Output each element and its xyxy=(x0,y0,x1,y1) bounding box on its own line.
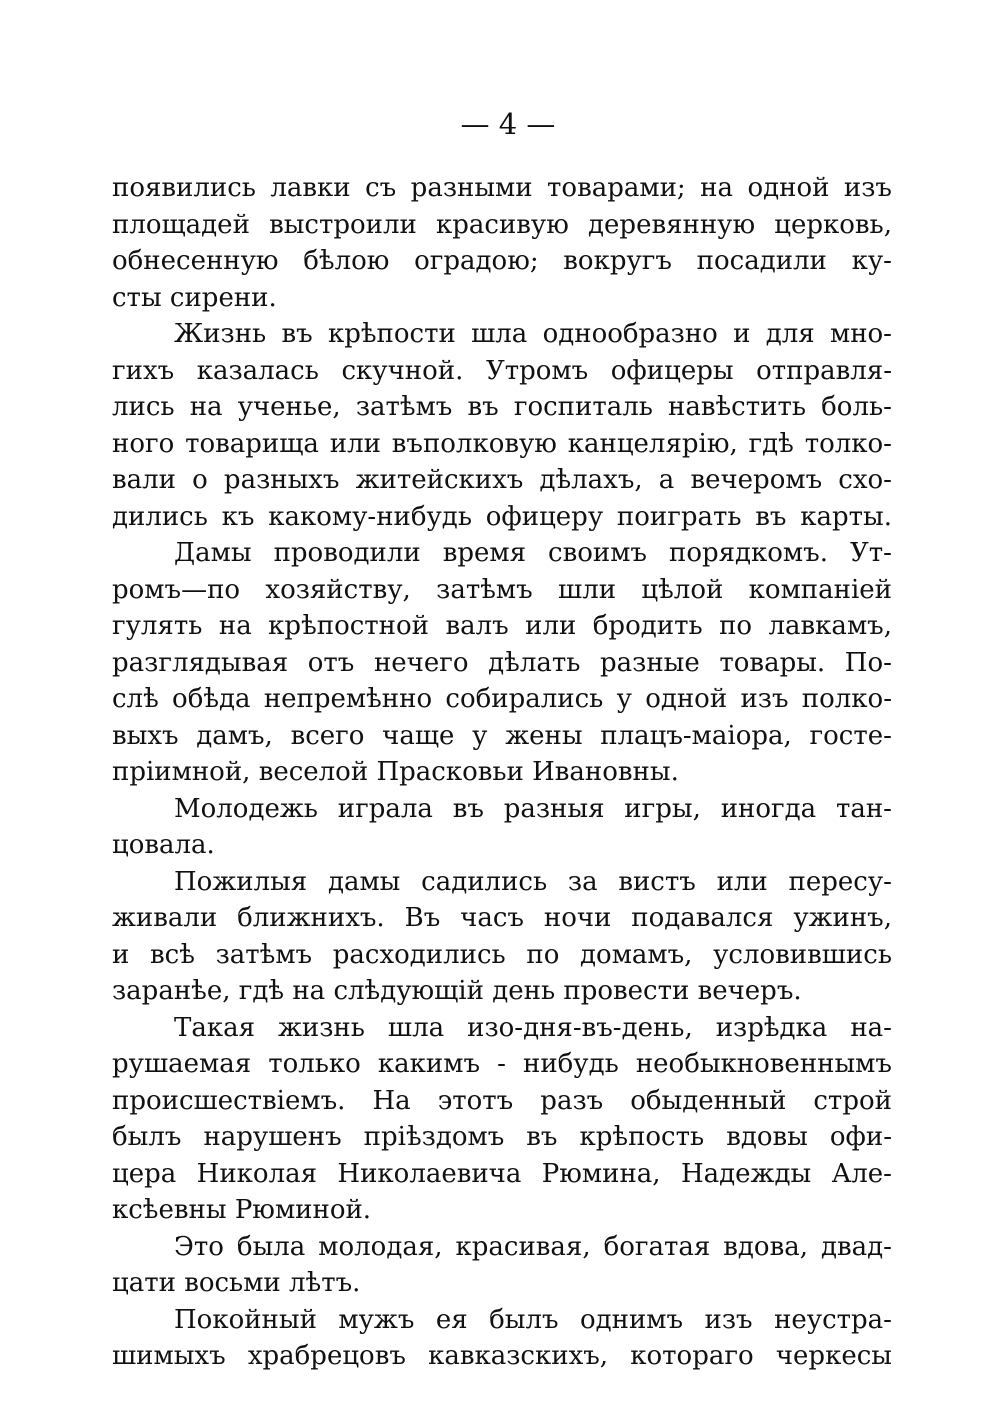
word: обнесенную xyxy=(112,246,279,276)
text-line xyxy=(112,791,892,828)
word: ближнихъ. xyxy=(237,903,385,933)
word: дились xyxy=(112,501,208,532)
word: рушаемая xyxy=(112,1049,252,1079)
word: непремѣнно xyxy=(263,684,433,714)
word: былъ xyxy=(489,1304,559,1335)
text-line xyxy=(112,243,892,280)
word: На xyxy=(372,1085,411,1116)
word: шла xyxy=(387,1012,445,1043)
word: Жизнь xyxy=(174,319,267,349)
body-text xyxy=(112,170,892,1375)
word: всего xyxy=(290,720,365,751)
text-line xyxy=(112,645,892,682)
word: появились xyxy=(112,173,256,203)
word: этотъ xyxy=(437,1085,514,1116)
word: ромъ—по xyxy=(112,574,241,605)
text-line xyxy=(112,1265,892,1302)
word: схо- xyxy=(838,465,892,495)
word: пріѣздомъ xyxy=(363,1122,505,1152)
word: слѣдующій xyxy=(333,976,493,1006)
word: отправля- xyxy=(756,355,892,386)
word: ксѣевны xyxy=(112,1195,235,1225)
word: лавкамъ, xyxy=(768,611,892,641)
word: котораго xyxy=(630,1341,754,1371)
word: вистъ xyxy=(618,866,696,897)
word: По- xyxy=(844,647,892,678)
word: и xyxy=(112,939,130,970)
word: мужъ xyxy=(338,1304,415,1335)
word: ку- xyxy=(851,246,892,276)
word: изъ xyxy=(704,1304,753,1335)
word: бѣлою xyxy=(303,246,390,276)
word: плацъ-маіора, xyxy=(600,720,792,751)
word: у xyxy=(616,684,632,714)
word: Утромъ xyxy=(485,355,589,386)
word: о xyxy=(192,465,208,495)
text-line xyxy=(112,827,892,864)
word: выстроили xyxy=(269,209,417,240)
word: лавки xyxy=(270,173,351,203)
word: Прасковьи xyxy=(376,757,533,787)
word: играла xyxy=(337,793,433,824)
word: однимъ xyxy=(579,1304,684,1335)
word: а xyxy=(658,465,675,495)
word: разныя xyxy=(503,793,605,824)
word: двад- xyxy=(820,1231,892,1262)
word: гдѣ xyxy=(238,976,293,1006)
word: офицеру xyxy=(485,501,604,532)
word: шли xyxy=(558,574,617,605)
word: гулять xyxy=(112,611,203,641)
word: иногда xyxy=(720,793,817,824)
text-line xyxy=(112,499,892,536)
word: скучной. xyxy=(341,355,464,386)
text-line xyxy=(112,353,892,390)
word: крѣпостной xyxy=(268,611,429,641)
word: чаще xyxy=(382,720,455,751)
word: восьми xyxy=(184,1268,290,1298)
page-number: — 4 — xyxy=(460,107,556,141)
word: разныхъ xyxy=(223,465,340,495)
text-line xyxy=(112,316,892,353)
word: изо-дня-въ-день, xyxy=(467,1012,693,1043)
word: въполковую xyxy=(391,428,557,459)
word: Это xyxy=(174,1231,224,1262)
word: на xyxy=(189,392,223,422)
word: за xyxy=(567,866,598,897)
word: Але- xyxy=(831,1158,892,1189)
word: отъ xyxy=(307,647,355,678)
word: крѣпости xyxy=(327,319,456,349)
word: лись xyxy=(112,392,175,422)
text-line xyxy=(112,681,892,718)
word: дѣлахъ, xyxy=(539,465,643,495)
word: церковь, xyxy=(774,209,892,240)
word: сты xyxy=(112,282,170,313)
word: шла xyxy=(471,319,528,349)
word: Въ xyxy=(404,903,441,933)
word: черкесы xyxy=(775,1341,892,1371)
word: своимъ xyxy=(548,538,647,568)
word: молодая, xyxy=(318,1231,443,1262)
word: по xyxy=(526,939,560,970)
word: Рюминой. xyxy=(234,1195,372,1225)
word: Пожилыя xyxy=(174,866,308,897)
word: въ xyxy=(526,1122,558,1152)
word: Дамы xyxy=(174,538,252,568)
text-line xyxy=(112,1083,892,1120)
word: толко- xyxy=(804,428,892,459)
text-line xyxy=(112,864,892,901)
word: затѣмъ xyxy=(215,939,313,970)
word: по xyxy=(719,611,753,641)
word: цати xyxy=(112,1268,185,1298)
word: богатая xyxy=(603,1231,711,1262)
word: былъ xyxy=(112,1122,182,1152)
word: въ xyxy=(467,392,499,422)
word: всѣ xyxy=(150,939,195,970)
word: пріимной, xyxy=(112,757,259,787)
word: Молодежь xyxy=(174,793,318,824)
word: Ивановны. xyxy=(532,757,679,787)
word: офи- xyxy=(829,1122,892,1152)
word: какому-нибудь xyxy=(268,501,472,532)
word: затѣмъ xyxy=(436,574,533,605)
word: госпиталь xyxy=(513,392,653,422)
word: товары. xyxy=(719,647,826,678)
word: живали xyxy=(112,903,218,933)
word: Такая xyxy=(174,1012,255,1043)
word: валъ xyxy=(445,611,509,641)
word: тан- xyxy=(835,793,892,824)
word: затѣмъ xyxy=(355,392,453,422)
word: Ут- xyxy=(849,538,892,568)
text-line xyxy=(112,718,892,755)
text-line xyxy=(112,608,892,645)
word: лѣтъ. xyxy=(289,1268,361,1298)
text-line xyxy=(112,1229,892,1266)
word: товарища xyxy=(185,428,319,459)
word: на- xyxy=(850,1012,892,1043)
word: дамъ, xyxy=(196,720,273,751)
text-line xyxy=(112,170,892,207)
word: Николаевича xyxy=(337,1158,522,1189)
text-line xyxy=(112,535,892,572)
word: вечеръ. xyxy=(697,976,802,1006)
text-line xyxy=(112,207,892,244)
word: разными xyxy=(410,173,533,203)
word: площадей xyxy=(112,209,250,240)
word: или xyxy=(329,428,381,459)
word: садились xyxy=(421,866,548,897)
word: необыкновеннымъ xyxy=(635,1049,892,1079)
word: Покойный xyxy=(174,1304,317,1335)
word: канцелярію, xyxy=(567,428,738,459)
word: выхъ xyxy=(112,720,179,751)
word: происшествіемъ. xyxy=(112,1085,346,1116)
word: къ xyxy=(221,501,255,532)
word: пересу- xyxy=(788,866,892,897)
word: и xyxy=(733,319,751,349)
word: жены xyxy=(505,720,583,751)
word: вечеромъ xyxy=(690,465,823,495)
word: госте- xyxy=(809,720,892,751)
word: время xyxy=(442,538,526,568)
text-line xyxy=(112,937,892,974)
word: обыденный xyxy=(630,1085,787,1116)
text-line xyxy=(112,1338,892,1375)
word: гдѣ xyxy=(748,428,794,459)
word: подавался xyxy=(631,903,774,933)
word: на xyxy=(292,976,334,1006)
word: день xyxy=(492,976,564,1006)
word: нарушенъ xyxy=(203,1122,342,1152)
word: строй xyxy=(813,1085,892,1116)
text-line xyxy=(112,280,892,317)
word: нечего xyxy=(373,647,469,678)
word: Николая xyxy=(196,1158,317,1189)
text-line xyxy=(112,1010,892,1047)
word: разглядывая xyxy=(112,647,289,678)
word: ужинъ, xyxy=(793,903,892,933)
word: поиграть xyxy=(616,501,742,532)
text-line xyxy=(112,1192,892,1229)
word: хозяйству, xyxy=(265,574,411,605)
word: вали xyxy=(112,465,176,495)
word: веселой xyxy=(258,757,377,787)
word: дамы xyxy=(327,866,401,897)
word: боль- xyxy=(821,392,892,422)
word: гихъ xyxy=(112,355,175,386)
word: ночи xyxy=(543,903,612,933)
word: нибудь xyxy=(522,1049,619,1079)
word: изъ xyxy=(843,173,892,203)
word: деревянную xyxy=(588,209,756,240)
word: часъ xyxy=(460,903,524,933)
word: какимъ xyxy=(377,1049,481,1079)
word: проводили xyxy=(273,538,421,568)
word: изрѣдка xyxy=(715,1012,828,1043)
word: ного xyxy=(112,428,175,459)
word: на xyxy=(700,173,733,203)
word: крѣпость xyxy=(579,1122,705,1152)
text-line xyxy=(112,1156,892,1193)
word: однообразно xyxy=(542,319,718,349)
word: разъ xyxy=(540,1085,604,1116)
word: расходились xyxy=(332,939,506,970)
word: оградою; xyxy=(414,246,539,276)
word: для xyxy=(765,319,815,349)
word: цовала. xyxy=(112,830,215,860)
word: сирени. xyxy=(169,282,277,313)
word: или xyxy=(716,866,768,897)
word: шимыхъ xyxy=(112,1341,226,1371)
word: цера xyxy=(112,1158,177,1189)
word: вдовы xyxy=(726,1122,808,1152)
word: вокругъ xyxy=(563,246,672,276)
word: кавказскихъ, xyxy=(428,1341,609,1371)
word: порядкомъ. xyxy=(668,538,828,568)
text-line xyxy=(112,389,892,426)
word: на xyxy=(218,611,252,641)
word: компаніей xyxy=(748,574,892,605)
word: игры, xyxy=(624,793,701,824)
word: красивая, xyxy=(455,1231,591,1262)
word: въ xyxy=(755,501,787,532)
word: одной xyxy=(645,684,728,714)
word: въ xyxy=(452,793,484,824)
word: неустра- xyxy=(774,1304,892,1335)
text-line xyxy=(112,1119,892,1156)
word: условившись xyxy=(713,939,892,970)
text-line xyxy=(112,1046,892,1083)
word: слѣ xyxy=(112,684,159,714)
text-line xyxy=(112,1302,892,1339)
word: заранѣе, xyxy=(112,976,239,1006)
text-line xyxy=(112,973,892,1010)
word: Рюмина, xyxy=(541,1158,661,1189)
word: провести xyxy=(563,976,698,1006)
text-line xyxy=(112,900,892,937)
word: товарами; xyxy=(547,173,686,203)
word: обѣда xyxy=(172,684,251,714)
word: собирались xyxy=(445,684,604,714)
word: жизнь xyxy=(278,1012,365,1043)
word: красивую xyxy=(436,209,569,240)
word: была xyxy=(236,1231,306,1262)
word: у xyxy=(472,720,488,751)
word: храбрецовъ xyxy=(247,1341,406,1371)
word: офицеры xyxy=(610,355,734,386)
text-line xyxy=(112,426,892,463)
word: мно- xyxy=(829,319,892,349)
word: въ xyxy=(281,319,313,349)
word: карты. xyxy=(800,501,892,532)
word: дѣлать xyxy=(488,647,581,678)
word: житейскихъ xyxy=(355,465,524,495)
word: только xyxy=(268,1049,361,1079)
word: бродить xyxy=(592,611,703,641)
word: цѣлой xyxy=(641,574,724,605)
word: вдова, xyxy=(723,1231,808,1262)
word: изъ xyxy=(740,684,789,714)
word: - xyxy=(497,1049,506,1079)
word: одной xyxy=(747,173,830,203)
word: полко- xyxy=(801,684,892,714)
word: домамъ, xyxy=(580,939,693,970)
word: или xyxy=(525,611,577,641)
word: Надежды xyxy=(680,1158,812,1189)
word: казалась xyxy=(196,355,319,386)
text-line xyxy=(112,754,892,791)
word: съ xyxy=(365,173,397,203)
text-line xyxy=(112,572,892,609)
word: разные xyxy=(600,647,700,678)
word: ея xyxy=(435,1304,468,1335)
word: навѣстить xyxy=(668,392,806,422)
word: посадили xyxy=(696,246,827,276)
text-line xyxy=(112,462,892,499)
word: ученье, xyxy=(237,392,341,422)
